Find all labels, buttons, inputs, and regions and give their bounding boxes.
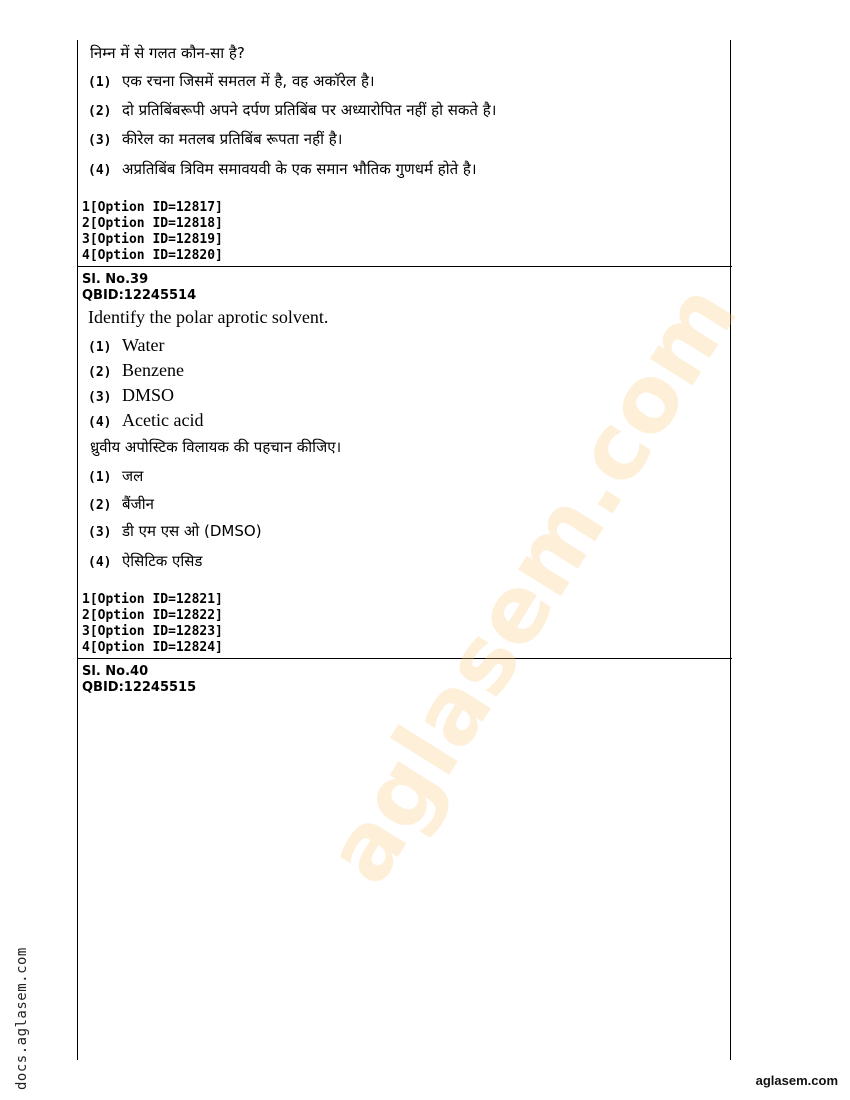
- q38-option-3: [88, 129, 342, 149]
- q38-option-3-text: कीरेल का मतलब प्रतिबिंब रूपता नहीं है।: [122, 130, 343, 148]
- q38-option-4-num: (4): [88, 163, 112, 178]
- q39-option-id-1: 1[Option ID=12821]: [82, 592, 223, 607]
- q39-hi-option-2-text: बैंजीन: [122, 495, 154, 513]
- question-frame: [77, 40, 731, 1060]
- q39-en-option-1-num: (1): [88, 340, 112, 355]
- question-divider-38-39: [77, 266, 732, 267]
- q39-option-id-4: 4[Option ID=12824]: [82, 640, 223, 655]
- q38-option-1: [88, 71, 375, 91]
- q39-hi-option-2: [88, 494, 154, 514]
- q39-en-option-4-text: Acetic acid: [122, 410, 204, 430]
- q39-hi-option-2-num: (2): [88, 498, 112, 513]
- q39-en-option-4: [88, 410, 203, 431]
- q39-hi-option-4: [88, 551, 202, 571]
- side-url-text: docs.aglasem.com: [14, 947, 30, 1090]
- q40-sl-no: Sl. No.40: [82, 664, 149, 679]
- q39-hi-option-1-num: (1): [88, 470, 112, 485]
- q39-qbid: QBID:12245514: [82, 288, 197, 303]
- q38-option-2: [88, 100, 496, 120]
- q39-hi-option-4-text: ऐसिटिक एसिड: [122, 552, 203, 570]
- q39-option-id-2: 2[Option ID=12822]: [82, 608, 223, 623]
- q38-option-id-4: 4[Option ID=12820]: [82, 248, 223, 263]
- q39-stem-english: Identify the polar aprotic solvent.: [88, 307, 329, 327]
- q39-en-option-1: [88, 335, 165, 356]
- footer-brand-text: aglasem.com: [755, 1073, 838, 1088]
- q38-option-id-1: 1[Option ID=12817]: [82, 200, 223, 215]
- q39-en-option-3: [88, 385, 174, 406]
- q39-stem-hindi: ध्रुवीय अपोस्टिक विलायक की पहचान कीजिए।: [90, 438, 342, 456]
- q39-en-option-3-text: DMSO: [122, 385, 175, 405]
- question-divider-39-40: [77, 658, 732, 659]
- q39-hi-option-3-text: डी एम एस ओ (DMSO): [122, 522, 262, 540]
- q38-option-id-2: 2[Option ID=12818]: [82, 216, 223, 231]
- q39-option-id-3: 3[Option ID=12823]: [82, 624, 223, 639]
- q39-hi-option-1-text: जल: [122, 467, 144, 485]
- q38-option-4: [88, 159, 477, 179]
- q39-en-option-3-num: (3): [88, 390, 112, 405]
- q40-qbid: QBID:12245515: [82, 680, 197, 695]
- q39-sl-no: Sl. No.39: [82, 272, 149, 287]
- q39-hi-option-3-num: (3): [88, 525, 112, 540]
- q38-option-2-text: दो प्रतिबिंबरूपी अपने दर्पण प्रतिबिंब पर अध्यारोपित नहीं हो सकते है।: [122, 101, 497, 119]
- q39-hi-option-4-num: (4): [88, 555, 112, 570]
- q39-en-option-4-num: (4): [88, 415, 112, 430]
- q38-stem-hindi: निम्न में से गलत कौन-सा है?: [90, 44, 245, 62]
- q39-hi-option-1: [88, 466, 143, 486]
- q38-option-1-text: एक रचना जिसमें समतल में है, वह अकाॅरेल है।: [122, 72, 375, 90]
- q38-option-4-text: अप्रतिबिंब त्रिविम समावयवी के एक समान भौतिक गुणधर्म होते है।: [122, 160, 477, 178]
- watermark-text: aglasem.com: [305, 265, 758, 902]
- q38-option-1-num: (1): [88, 75, 112, 90]
- q39-en-option-2-num: (2): [88, 365, 112, 380]
- q38-option-id-3: 3[Option ID=12819]: [82, 232, 223, 247]
- q39-en-option-2-text: Benzene: [122, 360, 184, 380]
- q39-hi-option-3: [88, 521, 262, 541]
- q38-option-3-num: (3): [88, 133, 112, 148]
- q39-en-option-2: [88, 360, 184, 381]
- q38-option-2-num: (2): [88, 104, 112, 119]
- q39-en-option-1-text: Water: [122, 335, 165, 355]
